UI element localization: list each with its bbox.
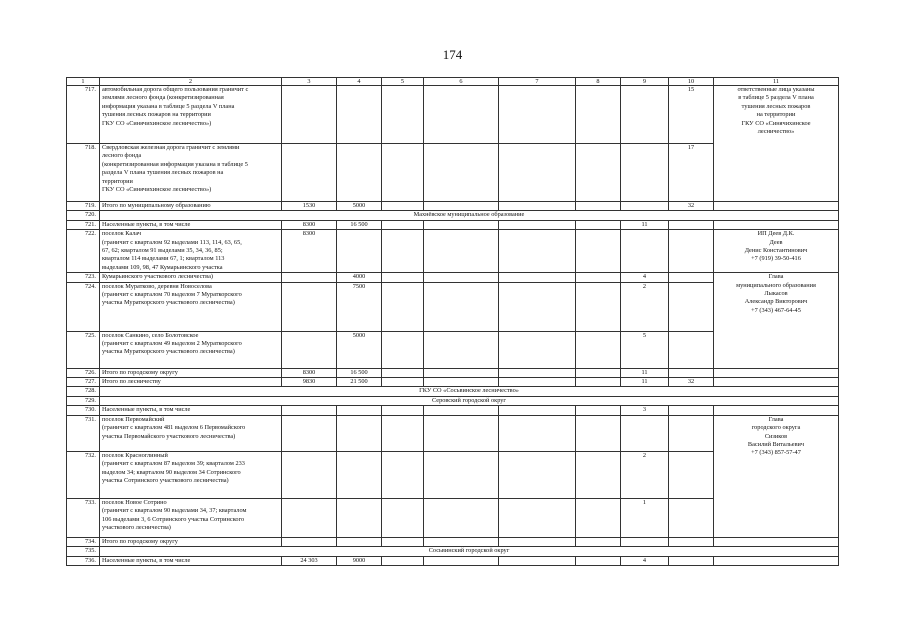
table-row: [67, 86, 839, 144]
col4-value: 4000: [337, 273, 382, 282]
table-row: [67, 368, 839, 377]
object-name: Кумарьинского участкового лесничества): [100, 273, 282, 282]
header-cell: 2: [100, 78, 282, 86]
object-name: поселок Красноглинный (граничит с кварталом 87 выделом 39; кварталом 233 выделом 34; кварталом 90 выделом 34 Сотринского участка Сотринского участкового лесничества): [100, 451, 282, 498]
object-name: Итого по муниципальному образованию: [100, 202, 282, 211]
row-number: 728.: [67, 387, 100, 396]
row-number: 718.: [67, 144, 100, 202]
header-cell: 1: [67, 78, 100, 86]
col10-value: 32: [669, 378, 714, 387]
object-name: автомобильная дорога общего пользования граничит с землями лесного фонда (конкретизированная информация указана в таблице 5 раздела V плана тушения лесных пожаров на территории ГКУ СО «Синячихинское лесничество»): [100, 86, 282, 144]
table-row: [67, 230, 839, 273]
section-title: ГКУ СО «Сосьвинское лесничество»: [100, 387, 839, 396]
col9-value: 3: [621, 406, 669, 415]
table-row: [67, 220, 839, 229]
table-row: [67, 415, 839, 451]
header-cell: 11: [714, 78, 839, 86]
col9-value: 4: [621, 556, 669, 565]
object-name: поселок Санкино, село Болотовское (граничит с кварталом 49 выделом 2 Мураткорского участка Мураткорского участкового лесничества): [100, 331, 282, 368]
row-number: 729.: [67, 396, 100, 405]
col9-value: 2: [621, 282, 669, 331]
header-row: [67, 78, 839, 86]
row-number: 733.: [67, 498, 100, 537]
section-row: [67, 387, 839, 396]
col4-value: 16 500: [337, 368, 382, 377]
object-name: Итого по городскому округу: [100, 537, 282, 546]
row-number: 736.: [67, 556, 100, 565]
responsible-persons: Глава муниципального образования Лыкасов Александр Викторович +7 (343) 467-64-45: [714, 273, 839, 368]
col9-value: 11: [621, 378, 669, 387]
row-number: 724.: [67, 282, 100, 331]
col3-value: 8300: [282, 368, 337, 377]
fire-plan-table: [66, 77, 839, 566]
object-name: Свердловская железная дорога граничит с землями лесного фонда (конкретизированная информация указана в таблице 5 раздела V плана тушения лесных пожаров на территории ГКУ СО «Синячихинское лесничество»): [100, 144, 282, 202]
row-number: 735.: [67, 547, 100, 556]
col3-value: 24 303: [282, 556, 337, 565]
row-number: 730.: [67, 406, 100, 415]
col9-value: 11: [621, 220, 669, 229]
row-number: 727.: [67, 378, 100, 387]
row-number: 732.: [67, 451, 100, 498]
responsible-persons: Глава городского округа Сизиков Василий Витальевич +7 (343) 857-57-47: [714, 415, 839, 537]
col4-value: 21 500: [337, 378, 382, 387]
section-title: Серовский городской округ: [100, 396, 839, 405]
section-title: Сосьвинский городской округ: [100, 547, 839, 556]
section-row: [67, 547, 839, 556]
object-name: Населенные пункты, в том числе: [100, 220, 282, 229]
col3-value: 8300: [282, 220, 337, 229]
table-row: [67, 556, 839, 565]
header-cell: 5: [382, 78, 424, 86]
row-number: 720.: [67, 211, 100, 220]
table-row: [67, 378, 839, 387]
section-title: Махнёвское муниципальное образование: [100, 211, 839, 220]
object-name: поселок Калач (граничит с кварталом 92 выделами 113, 114, 63, 65, 67, 62; кварталом 91 выделами 35, 34, 36, 85; кварталом 114 выделами 67, 1; кварталом 113 выделами 109, 98, 47 Кумарьинского участка: [100, 230, 282, 273]
row-number: 719.: [67, 202, 100, 211]
page-number: 174: [442, 47, 463, 62]
table-row: [67, 537, 839, 546]
row-number: 717.: [67, 86, 100, 144]
header-cell: 10: [669, 78, 714, 86]
col9-value: 2: [621, 451, 669, 498]
col3-value: 1530: [282, 202, 337, 211]
col9-value: 5: [621, 331, 669, 368]
section-row: [67, 211, 839, 220]
col9-value: 1: [621, 498, 669, 537]
col10-value: 32: [669, 202, 714, 211]
row-number: 734.: [67, 537, 100, 546]
object-name: поселок Первомайский (граничит с кварталом 481 выделом 6 Первомайского участка Первомайского участкового лесничества): [100, 415, 282, 451]
row-number: 723.: [67, 273, 100, 282]
row-number: 726.: [67, 368, 100, 377]
col9-value: 11: [621, 368, 669, 377]
header-cell: 7: [499, 78, 576, 86]
row-number: 731.: [67, 415, 100, 451]
object-name: Населенные пункты, в том числе: [100, 556, 282, 565]
col4-value: 5000: [337, 331, 382, 368]
col4-value: 9000: [337, 556, 382, 565]
row-number: 725.: [67, 331, 100, 368]
col3-value: 9830: [282, 378, 337, 387]
col10-value: 17: [669, 144, 714, 202]
object-name: Населенные пункты, в том числе: [100, 406, 282, 415]
object-name: поселок Муратково, деревня Новоселова (граничит с кварталом 70 выделом 7 Мураткорского участка Мураткорского участкового лесничества): [100, 282, 282, 331]
header-cell: 8: [576, 78, 621, 86]
table-row: [67, 406, 839, 415]
col4-value: 16 500: [337, 220, 382, 229]
header-cell: 9: [621, 78, 669, 86]
row-number: 721.: [67, 220, 100, 229]
col9-value: 4: [621, 273, 669, 282]
header-cell: 6: [424, 78, 499, 86]
col4-value: 7500: [337, 282, 382, 331]
table-row: [67, 202, 839, 211]
row-number: 722.: [67, 230, 100, 273]
object-name: Итого по городскому округу: [100, 368, 282, 377]
header-cell: 4: [337, 78, 382, 86]
col10-value: 15: [669, 86, 714, 144]
object-name: поселок Новое Сотрино (граничит с кварталом 90 выделами 34, 37; кварталом 106 выделами 3, 6 Сотринского участка Сотринского участкового лесничества): [100, 498, 282, 537]
responsible-persons: ответственные лица указаны в таблице 5 раздела V плана тушения лесных пожаров на территории ГКУ СО «Синячихинское лесничество»: [714, 86, 839, 202]
responsible-persons: ИП Деев Д.К. Деев Денис Константинович +7 (919) 39-50-416: [714, 230, 839, 273]
object-name: Итого по лесничеству: [100, 378, 282, 387]
col3-value: 8300: [282, 230, 337, 273]
table-row: [67, 273, 839, 282]
col4-value: 5000: [337, 202, 382, 211]
section-row: [67, 396, 839, 405]
header-cell: 3: [282, 78, 337, 86]
